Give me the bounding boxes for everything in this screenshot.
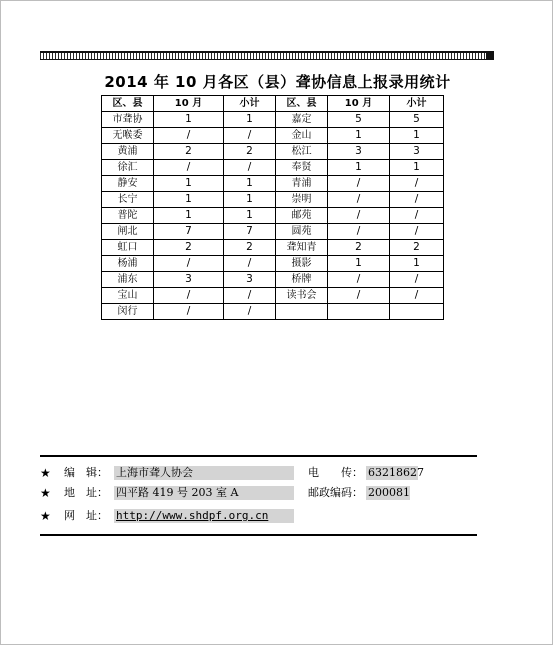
cell-month: 1 — [328, 256, 390, 272]
cell-month: / — [154, 304, 224, 320]
cell-month: / — [154, 128, 224, 144]
editor-value: 上海市聋人协会 — [116, 466, 193, 479]
cell-month: / — [154, 256, 224, 272]
table-row — [102, 224, 444, 240]
cell-month: 2 — [154, 144, 224, 160]
cell-month: / — [154, 288, 224, 304]
table-row — [102, 288, 444, 304]
header-subtotal-right: 小计 — [390, 96, 444, 112]
cell-month: 2 — [154, 240, 224, 256]
header-district-left: 区、县 — [102, 96, 154, 112]
cell-subtotal: 1 — [224, 112, 276, 128]
address-value: 四平路 419 号 203 室 A — [116, 486, 239, 499]
cell-district: 崇明 — [276, 192, 328, 208]
cell-district: 奉贤 — [276, 160, 328, 176]
cell-district: 普陀 — [102, 208, 154, 224]
website-label: 网 址： — [64, 509, 108, 522]
cell-subtotal: / — [390, 272, 444, 288]
header-subtotal-left: 小计 — [224, 96, 276, 112]
cell-subtotal: / — [224, 128, 276, 144]
cell-subtotal: 1 — [390, 160, 444, 176]
cell-month: / — [328, 208, 390, 224]
cell-subtotal: 3 — [224, 272, 276, 288]
cell-subtotal: 2 — [224, 144, 276, 160]
cell-month: 3 — [154, 272, 224, 288]
address-label: 地 址： — [64, 486, 108, 499]
cell-month: 5 — [328, 112, 390, 128]
cell-subtotal: 1 — [390, 128, 444, 144]
table-row — [102, 304, 444, 320]
header-month-right: 10 月 — [328, 96, 390, 112]
cell-subtotal: 1 — [224, 176, 276, 192]
cell-district: 桥牌 — [276, 272, 328, 288]
cell-district: 浦东 — [102, 272, 154, 288]
table-row — [102, 208, 444, 224]
cell-subtotal: / — [390, 208, 444, 224]
table-row — [102, 192, 444, 208]
cell-month: 3 — [328, 144, 390, 160]
footer-website-row — [40, 508, 480, 524]
cell-district: 无喉委 — [102, 128, 154, 144]
cell-month: / — [328, 272, 390, 288]
table-row — [102, 112, 444, 128]
star-icon: ★ — [40, 466, 51, 480]
cell-subtotal: 1 — [224, 192, 276, 208]
table-row — [102, 240, 444, 256]
cell-subtotal: 5 — [390, 112, 444, 128]
cell-district: 摄影 — [276, 256, 328, 272]
editor-label: 编 辑： — [64, 466, 108, 479]
cell-district: 嘉定 — [276, 112, 328, 128]
cell-month — [328, 304, 390, 320]
table-row — [102, 176, 444, 192]
cell-district: 金山 — [276, 128, 328, 144]
table-row — [102, 128, 444, 144]
cell-subtotal: / — [390, 288, 444, 304]
cell-district: 圆苑 — [276, 224, 328, 240]
decorative-header-band — [40, 51, 488, 60]
cell-month: 1 — [154, 208, 224, 224]
cell-subtotal: / — [224, 288, 276, 304]
header-district-right: 区、县 — [276, 96, 328, 112]
star-icon: ★ — [40, 509, 51, 523]
cell-district: 读书会 — [276, 288, 328, 304]
cell-month: / — [154, 160, 224, 176]
cell-subtotal: 1 — [224, 208, 276, 224]
cell-month: / — [328, 224, 390, 240]
cell-district: 徐汇 — [102, 160, 154, 176]
cell-month: / — [328, 288, 390, 304]
cell-subtotal: 3 — [390, 144, 444, 160]
cell-month: 1 — [154, 192, 224, 208]
cell-month: 1 — [328, 160, 390, 176]
cell-subtotal: / — [224, 304, 276, 320]
table-row — [102, 160, 444, 176]
cell-month: 1 — [154, 176, 224, 192]
cell-subtotal: / — [390, 224, 444, 240]
header-month-left: 10 月 — [154, 96, 224, 112]
cell-district: 聋知青 — [276, 240, 328, 256]
table-row — [102, 256, 444, 272]
cell-district: 青浦 — [276, 176, 328, 192]
cell-subtotal: 2 — [390, 240, 444, 256]
cell-month: 2 — [328, 240, 390, 256]
cell-district: 市聋协 — [102, 112, 154, 128]
cell-month: / — [328, 192, 390, 208]
cell-district: 宝山 — [102, 288, 154, 304]
cell-district: 闵行 — [102, 304, 154, 320]
footer-address-row — [40, 485, 480, 501]
cell-subtotal — [390, 304, 444, 320]
cell-subtotal: 7 — [224, 224, 276, 240]
cell-subtotal: / — [390, 192, 444, 208]
cell-subtotal: / — [224, 160, 276, 176]
cell-district: 杨浦 — [102, 256, 154, 272]
cell-district — [276, 304, 328, 320]
cell-subtotal: 1 — [390, 256, 444, 272]
zip-value: 200081 — [368, 486, 410, 499]
cell-district: 邮苑 — [276, 208, 328, 224]
footer-top-rule — [40, 455, 477, 457]
fax-value: 63218627 — [368, 466, 424, 479]
zip-label: 邮政编码： — [308, 486, 363, 499]
statistics-table — [101, 95, 444, 320]
cell-district: 静安 — [102, 176, 154, 192]
cell-month: / — [328, 176, 390, 192]
table-row — [102, 272, 444, 288]
footer-editor-row — [40, 465, 480, 481]
cell-subtotal: / — [390, 176, 444, 192]
cell-month: 7 — [154, 224, 224, 240]
cell-district: 松江 — [276, 144, 328, 160]
cell-month: 1 — [328, 128, 390, 144]
cell-subtotal: / — [224, 256, 276, 272]
cell-month: 1 — [154, 112, 224, 128]
table-row — [102, 144, 444, 160]
cell-subtotal: 2 — [224, 240, 276, 256]
cell-district: 虹口 — [102, 240, 154, 256]
fax-label: 电 传： — [308, 466, 363, 479]
cell-district: 黄浦 — [102, 144, 154, 160]
star-icon: ★ — [40, 486, 51, 500]
website-link[interactable]: http://www.shdpf.org.cn — [116, 509, 269, 522]
table-header-row — [102, 96, 444, 112]
footer-bottom-rule — [40, 534, 477, 536]
cell-district: 长宁 — [102, 192, 154, 208]
page-title: 2014 年 10 月各区（县）聋协信息上报录用统计 — [104, 73, 451, 91]
cell-district: 闸北 — [102, 224, 154, 240]
